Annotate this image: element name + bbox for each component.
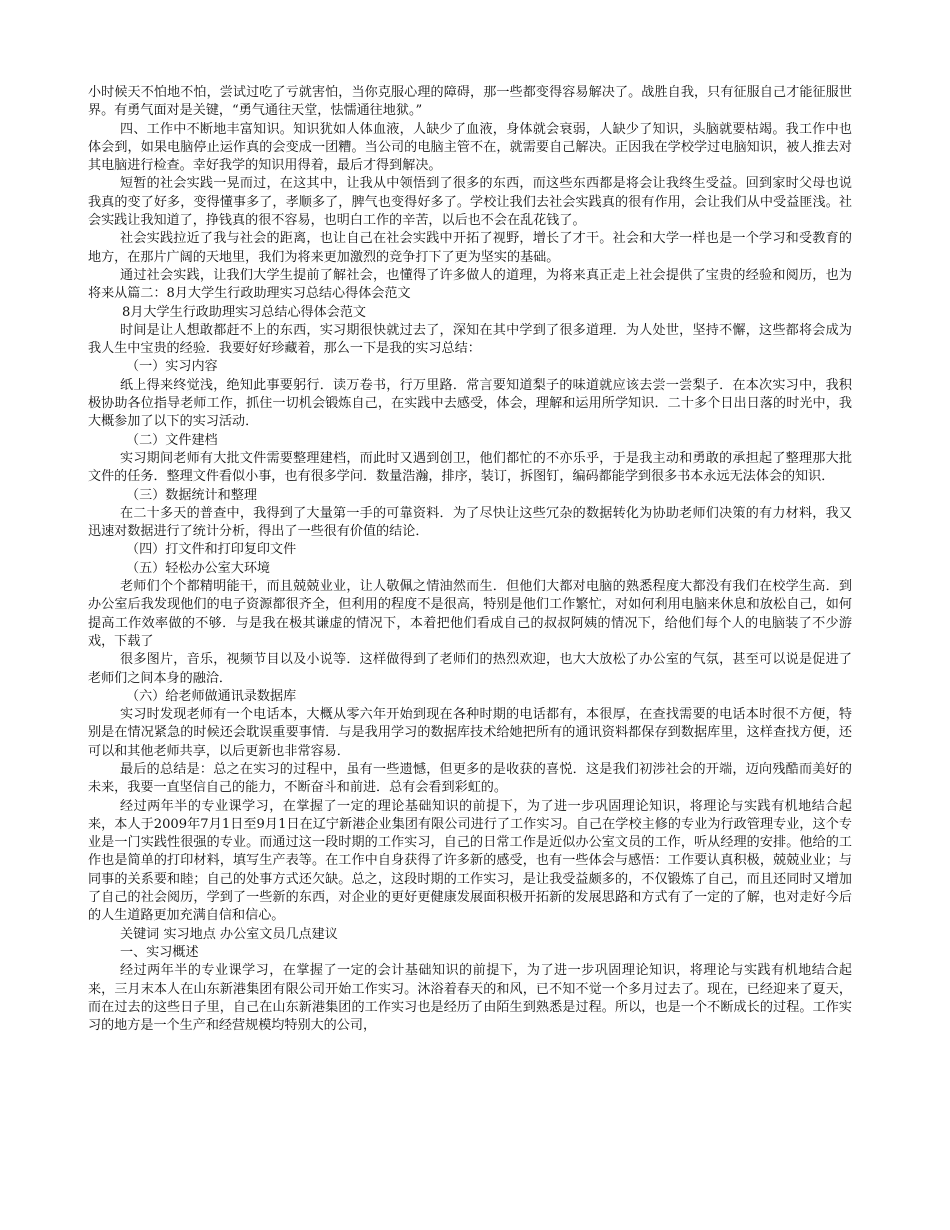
paragraph-17: 很多图片，音乐，视频节目以及小说等．这样做得到了老师们的热烈欢迎，也大大放松了办公室的气氛，甚至可以说是促进了老师们之间本身的融洽．: [88, 652, 852, 686]
paragraph-20: 最后的总结是：总之在实习的过程中，虽有一些遗憾，但更多的是收获的喜悦．这是我们初涉社会的开端，迈向残酷而美好的未来，我要一直坚信自己的能力，不断奋斗和前进．总有会看到彩虹的。: [88, 761, 852, 796]
paragraph-7: 时间是让人想敢都赶不上的东西，实习期很快就过去了，深知在其中学到了很多道理．为人处世，坚持不懈，这些都将会成为我人生中宝贵的经验．我要好好珍藏着，那么一下是我的实习总结：: [88, 322, 852, 357]
paragraph-19: 实习时发现老师有一个电话本，大概从零六年开始到现在各种时期的电话都有，本很厚，在查找需要的电话本时很不方便，特别是在情况紧急的时候还会耽误重要事情．与是我用学习的数据库技术给她把所有的通讯资料都保存到数据库里，这样查找方便，还可以和其他老师共享，以后更新也非常容易．: [88, 707, 852, 759]
section-heading-2: （二）文件建档: [126, 432, 218, 448]
paragraph-3: 短暂的社会实践一晃而过，在这其中，让我从中领悟到了很多的东西，而这些东西都是将会让我终生受益。回到家时父母也说我真的变了好多，变得懂事多了，孝顺多了，脾气也变得好多了。学校让我们去社会实践真的很有作用，会让我们从中受益匪浅。社会实践让我知道了，挣钱真的很不容易，也明白工作的辛苦，以后也不会在乱花钱了。: [88, 176, 852, 229]
keywords-line: 关键词 实习地点 办公室文员几点建议: [120, 926, 338, 942]
section-heading-5: （五）轻松办公室大环境: [126, 560, 271, 576]
paragraph-21: 经过两年半的专业课学习，在掌握了一定的理论基础知识的前提下，为了进一步巩固理论知识，将理论与实践有机地结合起来，本人于2009年7月1日至9月1日在辽宁新港企业集团有限公司进行了工作实习。自己在学校主修的专业为行政管理专业，这个专业是一门实践性很强的专业。而通过这一段时期的工作实习，自己的日常工作是近似办公室文员的工作，听从经理的安排。他给的工作也是简单的打印材料，填写生产表等。在工作中自身获得了许多新的感受，也有一些体会与感悟：工作要认真积极，兢兢业业；与同事的关系要和睦；自己的处事方式还欠缺。总之，这段时期的工作实习，是让我受益颇多的，不仅锻炼了自己，而且还同时又增加了自己的社会阅历，学到了一些新的东西，对企业的更好更健康发展面积极开拓新的发展思路和方式有了一定的了解，也对走好今后的人生道路更加充满自信和信心。: [88, 798, 852, 924]
paragraph-16: 老师们个个都精明能干，而且兢兢业业，让人敬佩之情油然而生．但他们大都对电脑的熟悉程度大都没有我们在校学生高．到办公室后我发现他们的电子资源都很齐全，但利用的程度不是很高，特别是他们工作繁忙，对如何利用电脑来休息和放松自己，如何提高工作效率做的不够．与是我在极其谦虚的情况下，本着把他们看成自己的叔叔阿姨的情况下，给他们每个人的电脑装了不少游戏，下载了: [88, 579, 852, 649]
section-heading-1: （一）实习内容: [126, 359, 218, 375]
section-heading-overview: 一、实习概述: [120, 944, 199, 960]
paragraph-4: 社会实践拉近了我与社会的距离，也让自己在社会实践中开拓了视野，增长了才干。社会和大学一样也是一个学习和受教育的地方，在那片广阔的天地里，我们为将来更加激烈的竞争打下了更为坚实的基础。: [88, 231, 852, 265]
paragraph-1: 小时候天不怕地不怕，尝试过吃了亏就害怕，当你克服心理的障碍，那一些都变得容易解决了。战胜自我，只有征服自己才能征服世界。有勇气面对是关键，“勇气通往天堂，怯懦通往地狱。”: [88, 85, 852, 119]
section-heading-4: （四）打文件和打印复印文件: [126, 542, 297, 558]
paragraph-9: 纸上得来终觉浅，绝知此事要躬行．读万卷书，行万里路．常言要知道梨子的味道就应该去尝一尝梨子．在本次实习中，我积极协助各位指导老师工作，抓住一切机会锻炼自己，在实践中去感受，体会，理解和运用所学知识．二十多个日出日落的时光中，我大概参加了以下的实习活动．: [88, 377, 852, 430]
paragraph-13: 在二十多天的普查中，我得到了大量第一手的可靠资料．为了尽快让这些冗杂的数据转化为协助老师们决策的有力材料，我又迅速对数据进行了统计分析，得出了一些很有价值的结论．: [88, 505, 852, 540]
article-title: 8月大学生行政助理实习总结心得体会范文: [122, 304, 367, 320]
paragraph-5: 通过社会实践，让我们大学生提前了解社会，也懂得了许多做人的道理，为将来真正走上社会提供了宝贵的经验和阅历，也为将来从篇二：8月大学生行政助理实习总结心得体会范文: [88, 267, 852, 302]
section-heading-3: （三）数据统计和整理: [126, 487, 257, 503]
paragraph-2: 四、工作中不断地丰富知识。知识犹如人体血液，人缺少了血液，身体就会衰弱，人缺少了知识，头脑就要枯竭。我工作中也体会到，如果电脑停止运作真的会变成一团糟。当公司的电脑主管不在，就需要自己解决。正因我在学校学过电脑知识，被人推去对其电脑进行检查。幸好我学的知识用得着，最后才得到解决。: [88, 121, 852, 174]
paragraph-24: 经过两年半的专业课学习，在掌握了一定的会计基础知识的前提下，为了进一步巩固理论知识，将理论与实践有机地结合起来，三月末本人在山东新港集团有限公司开始工作实习。沐浴着春天的和风，已不知不觉一个多月过去了。现在，已经迎来了夏天，而在过去的这些日子里，自己在山东新港集团的工作实习也是经历了由陌生到熟悉是过程。所以，也是一个不断成长的过程。工作实习的地方是一个生产和经营规模均特别大的公司，: [88, 963, 852, 1034]
section-heading-6: （六）给老师做通讯录数据库: [126, 688, 297, 704]
paragraph-11: 实习期间老师有大批文件需要整理建档，而此时又遇到创卫，他们都忙的不亦乐乎，于是我主动和勇敢的承担起了整理那大批文件的任务．整理文件看似小事，也有很多学问．数量浩瀚，排序，装订，拆图钉，编码都能学到很多书本永远无法体会的知识．: [88, 450, 852, 485]
